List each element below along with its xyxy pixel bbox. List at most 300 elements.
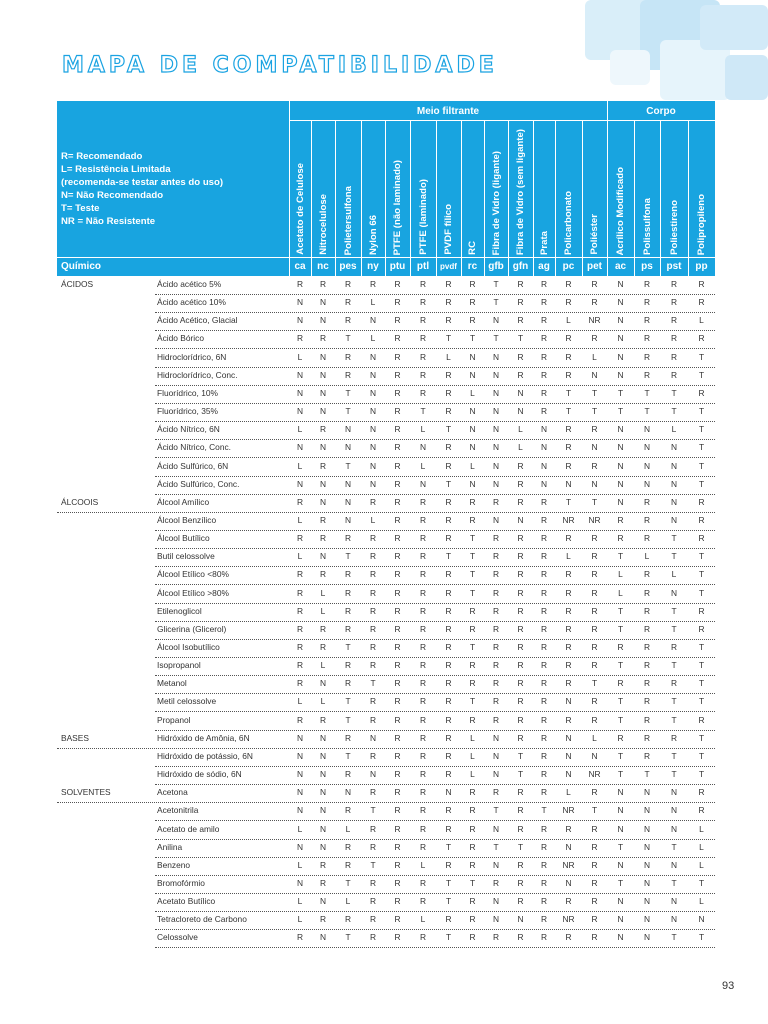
compat-cell-rc: R [469, 660, 476, 671]
compat-cell-gfb: T [493, 279, 499, 289]
compat-cell-pet: R [591, 460, 598, 471]
compat-cell-pst: R [670, 351, 678, 362]
category-label: ÁLCOOIS [61, 496, 99, 507]
compat-cell-pst: R [670, 297, 678, 308]
compat-cell-pes: T [345, 932, 351, 943]
compat-cell-ca: N [296, 315, 304, 326]
compat-cell-ac: T [617, 660, 624, 671]
compat-cell-ny: N [369, 442, 377, 453]
compat-cell-ag: R [540, 896, 548, 907]
compat-cell-ag: R [540, 279, 548, 289]
compat-cell-ptl: R [419, 769, 427, 780]
compat-cell-pvdf: R [445, 279, 452, 289]
compat-cell-ny: N [369, 351, 377, 362]
compat-cell-nc: R [319, 623, 327, 634]
compat-cell-pet: L [592, 732, 597, 743]
compat-cell-ag: N [540, 478, 548, 489]
chemical-name: Etilenoglicol [157, 605, 202, 616]
table-row [57, 676, 715, 694]
compat-cell-pc: N [565, 841, 572, 852]
compat-cell-ps: N [643, 460, 651, 471]
compat-cell-pvdf: T [445, 932, 452, 943]
compat-cell-ptu: R [394, 932, 401, 943]
table-row [57, 912, 715, 930]
compat-cell-rc: L [470, 387, 475, 398]
compat-cell-pp: L [699, 841, 704, 852]
compat-cell-rc: L [470, 460, 475, 471]
compat-cell-pvdf: R [445, 660, 452, 671]
compat-cell-ptl: R [419, 623, 427, 634]
compat-cell-pet: R [591, 279, 598, 289]
compat-cell-rc: N [469, 442, 476, 453]
chemical-name: Fluorídrico, 35% [157, 406, 218, 417]
compat-cell-ny: R [369, 623, 377, 634]
header-divider [289, 120, 715, 121]
compat-cell-ac: T [617, 387, 624, 398]
table-row [57, 767, 715, 785]
compat-cell-ny: L [370, 514, 376, 525]
compat-cell-ptu: R [394, 750, 401, 761]
compat-cell-ca: R [296, 587, 304, 598]
compat-cell-ps: R [643, 714, 651, 725]
column-abbr-ac: ac [614, 261, 627, 272]
table-row [57, 386, 715, 404]
compat-cell-ac: N [617, 914, 624, 925]
compat-cell-ac: N [617, 478, 624, 489]
compat-cell-pvdf: R [445, 642, 452, 652]
compat-cell-pst: T [671, 932, 677, 943]
column-header-label: PVDF fílico [443, 204, 454, 255]
compat-cell-pes: R [344, 315, 352, 326]
compat-cell-ptu: R [394, 896, 401, 907]
compat-cell-ac: N [617, 333, 624, 344]
compat-cell-gfn: R [517, 605, 524, 616]
category-label: BASES [61, 732, 89, 743]
compat-cell-ps: R [643, 569, 651, 580]
compat-cell-ptl: T [420, 406, 426, 417]
compat-cell-ac: R [617, 514, 624, 525]
compat-cell-ptu: R [394, 496, 401, 507]
compat-cell-pes: N [344, 514, 352, 525]
compat-cell-ptu: R [394, 460, 401, 471]
compat-cell-pet: R [591, 841, 598, 852]
compat-cell-rc: N [469, 424, 476, 435]
compat-cell-ptu: R [394, 696, 401, 707]
compat-cell-ps: R [643, 369, 651, 380]
compat-cell-ag: R [540, 315, 548, 326]
compat-cell-pvdf: T [445, 841, 452, 852]
compat-cell-ny: N [369, 406, 377, 417]
compat-cell-ny: R [369, 696, 377, 707]
column-abbr-pvdf: pvdf [440, 262, 457, 271]
compat-cell-pes: R [344, 533, 352, 544]
compat-cell-ca: N [296, 841, 304, 852]
chemical-name: Álcool Benzílico [157, 514, 217, 525]
compat-cell-gfn: R [517, 587, 524, 598]
legend-line: R= Recomendado [61, 151, 143, 162]
compat-cell-pc: L [566, 787, 571, 798]
compat-cell-gfb: R [492, 496, 500, 507]
compat-cell-rc: L [470, 750, 475, 761]
compat-cell-gfb: N [492, 442, 500, 453]
compat-cell-ptu: R [394, 787, 401, 798]
compat-cell-pes: R [344, 769, 352, 780]
column-divider [289, 101, 290, 276]
chemical-name: Álcool Amílico [157, 496, 210, 507]
compat-cell-nc: R [319, 460, 327, 471]
compat-cell-gfb: N [492, 732, 500, 743]
compat-cell-ag: N [540, 460, 548, 471]
compat-cell-ac: N [617, 424, 624, 435]
compat-cell-pvdf: N [445, 787, 452, 798]
compat-cell-ag: R [540, 533, 548, 544]
compat-cell-ps: N [643, 823, 651, 834]
compat-cell-ac: T [617, 551, 624, 562]
table-row [57, 459, 715, 477]
compat-cell-pvdf: R [445, 496, 452, 507]
compat-cell-ny: R [369, 569, 377, 580]
chemical-name: Ácido acético 5% [157, 279, 222, 289]
compat-cell-ptl: R [419, 496, 427, 507]
chemical-name: Metanol [157, 678, 187, 689]
compat-cell-gfb: N [492, 514, 500, 525]
compat-cell-pes: T [345, 551, 351, 562]
compat-cell-ps: N [643, 478, 651, 489]
compat-cell-ps: N [643, 841, 651, 852]
compat-cell-ps: T [644, 387, 650, 398]
column-header-rc [461, 123, 484, 255]
compat-cell-ca: R [296, 660, 304, 671]
compat-cell-pes: T [345, 750, 351, 761]
compat-cell-pes: R [344, 351, 352, 362]
compat-cell-pp: R [698, 297, 705, 308]
compat-cell-pst: N [670, 914, 678, 925]
compat-cell-gfb: R [492, 932, 500, 943]
compat-cell-ca: L [297, 914, 303, 925]
compat-cell-rc: T [469, 333, 476, 344]
compat-cell-pst: R [670, 279, 678, 289]
compat-cell-ny: R [369, 750, 377, 761]
compat-cell-ny: R [369, 877, 377, 888]
column-header-gfb [484, 123, 508, 255]
compat-cell-pp: T [698, 877, 705, 888]
compat-cell-rc: R [469, 514, 476, 525]
chemical-name: Benzeno [157, 859, 191, 870]
compat-cell-pc: L [566, 551, 571, 562]
column-header-pet [582, 123, 607, 255]
compat-cell-pst: N [670, 896, 678, 907]
compat-cell-ca: R [296, 496, 304, 507]
compat-cell-ny: N [369, 424, 377, 435]
compat-cell-pp: R [698, 387, 705, 398]
compat-cell-ps: R [643, 587, 651, 598]
compat-cell-ptu: R [394, 623, 401, 634]
compat-cell-gfb: N [492, 424, 500, 435]
compat-cell-ca: N [296, 442, 304, 453]
compat-cell-ptl: R [419, 569, 427, 580]
column-header-label: PTFE (não laminado) [392, 159, 403, 255]
compat-cell-pvdf: R [445, 406, 452, 417]
compat-cell-pst: T [671, 623, 677, 634]
compat-cell-nc: N [319, 769, 327, 780]
compat-cell-rc: N [469, 478, 476, 489]
chemical-name: Tetracloreto de Carbono [157, 914, 247, 925]
compat-cell-ac: N [617, 460, 624, 471]
compat-cell-ag: R [540, 678, 548, 689]
compat-cell-pvdf: R [445, 587, 452, 598]
compat-cell-ps: R [643, 315, 651, 326]
compat-cell-ptl: R [419, 732, 427, 743]
compat-cell-rc: T [469, 569, 476, 580]
compat-cell-ptu: R [394, 315, 401, 326]
compat-cell-pst: N [670, 859, 678, 870]
compat-cell-pes: T [345, 642, 351, 652]
compat-cell-nc: L [320, 587, 326, 598]
compat-cell-gfn: R [517, 496, 524, 507]
chemical-name: Hidroclorídrico, Conc. [157, 369, 238, 380]
quimico-label: Químico [61, 261, 102, 272]
compat-cell-pc: NR [562, 514, 575, 525]
compat-cell-pet: R [591, 660, 598, 671]
compat-cell-ny: R [369, 279, 377, 289]
compat-cell-ca: L [297, 424, 303, 435]
compat-cell-ac: N [617, 496, 624, 507]
compat-cell-ptl: R [419, 279, 427, 289]
compat-cell-rc: L [470, 732, 475, 743]
compat-cell-nc: N [319, 315, 327, 326]
compat-cell-pes: T [345, 714, 351, 725]
compat-cell-rc: R [469, 823, 476, 834]
compat-cell-pc: N [565, 478, 572, 489]
compat-cell-ca: R [296, 333, 304, 344]
compat-cell-gfb: N [492, 387, 500, 398]
table-row [57, 822, 715, 840]
compat-cell-gfb: T [493, 841, 499, 852]
compat-cell-rc: R [469, 805, 476, 816]
compat-cell-ptl: R [419, 696, 427, 707]
compat-cell-pst: N [670, 514, 678, 525]
compat-cell-pc: T [565, 387, 572, 398]
compat-cell-pc: R [565, 587, 572, 598]
chemical-name: Glicerina (Glicerol) [157, 623, 227, 634]
compat-cell-pp: T [698, 424, 705, 435]
row-divider [155, 947, 715, 948]
compat-cell-ny: N [369, 769, 377, 780]
chemical-name: Isopropanol [157, 660, 201, 671]
compat-cell-pp: T [698, 932, 705, 943]
table-row [57, 930, 715, 948]
compat-cell-ny: R [369, 660, 377, 671]
compat-cell-pc: R [565, 279, 572, 289]
compat-cell-pvdf: R [445, 533, 452, 544]
page-title: MAPA DE COMPATIBILIDADE [62, 53, 498, 78]
compat-cell-gfn: L [518, 442, 523, 453]
compat-cell-pst: R [670, 678, 678, 689]
column-header-pvdf [436, 123, 461, 255]
compat-cell-ptl: R [419, 823, 427, 834]
compat-cell-ny: N [369, 732, 377, 743]
compat-cell-pet: R [591, 714, 598, 725]
table-row [57, 876, 715, 894]
compat-cell-ptl: R [419, 387, 427, 398]
compat-cell-pes: R [344, 587, 352, 598]
compat-cell-gfn: R [517, 460, 524, 471]
compat-cell-ps: R [643, 605, 651, 616]
compat-cell-pet: R [591, 333, 598, 344]
compat-cell-pet: R [591, 551, 598, 562]
compat-cell-ny: R [369, 914, 377, 925]
column-abbr-ptu: ptu [389, 261, 406, 272]
compat-cell-pes: R [344, 279, 352, 289]
compat-cell-ac: N [617, 442, 624, 453]
chemical-name: Acetato Butílico [157, 896, 216, 907]
compat-cell-rc: R [469, 714, 476, 725]
compat-cell-gfb: T [493, 333, 499, 344]
compat-cell-ptl: R [419, 369, 427, 380]
column-header-ny [361, 123, 385, 255]
compat-cell-ag: R [540, 714, 548, 725]
compat-cell-ag: R [540, 877, 548, 888]
column-header-nc [311, 123, 335, 255]
compat-cell-ca: N [296, 478, 304, 489]
compat-cell-nc: L [320, 696, 326, 707]
compat-cell-pvdf: R [445, 569, 452, 580]
compat-cell-pc: R [565, 678, 572, 689]
compat-cell-pp: T [698, 551, 705, 562]
compat-cell-pst: T [671, 696, 677, 707]
compat-cell-pp: L [699, 823, 704, 834]
compat-cell-rc: R [469, 859, 476, 870]
compat-cell-gfn: R [517, 369, 524, 380]
column-header-label: Acetato de Celulose [294, 163, 306, 255]
compat-cell-pet: R [591, 623, 598, 634]
compat-cell-gfb: R [492, 642, 500, 652]
compat-cell-ny: R [369, 642, 377, 652]
compat-cell-ps: R [643, 623, 651, 634]
compat-cell-gfn: R [517, 805, 524, 816]
column-header-pp [688, 123, 715, 255]
compat-cell-rc: N [469, 369, 476, 380]
compat-cell-pet: R [591, 914, 598, 925]
compat-cell-rc: R [469, 841, 476, 852]
compat-cell-nc: N [319, 841, 327, 852]
compat-cell-ac: T [617, 714, 624, 725]
compat-cell-rc: T [469, 877, 476, 888]
compat-cell-pvdf: R [445, 369, 452, 380]
compat-cell-ny: R [369, 714, 377, 725]
compat-cell-nc: N [319, 896, 327, 907]
table-row [57, 313, 715, 331]
compat-cell-pvdf: R [445, 769, 452, 780]
compat-cell-pst: T [671, 750, 677, 761]
compat-cell-gfn: R [517, 732, 524, 743]
compat-cell-gfn: R [517, 877, 524, 888]
compat-cell-pp: R [698, 279, 705, 289]
compat-cell-rc: T [469, 551, 476, 562]
compat-cell-pst: N [670, 496, 678, 507]
compat-cell-ptu: R [394, 678, 401, 689]
decorative-square [610, 50, 650, 85]
compat-cell-pes: T [345, 460, 351, 471]
table-row [57, 567, 715, 585]
compat-cell-nc: R [319, 877, 327, 888]
compat-cell-pp: T [698, 478, 705, 489]
compat-cell-pes: T [345, 333, 351, 344]
column-abbr-gfb: gfb [488, 261, 504, 272]
compat-cell-ac: T [617, 877, 624, 888]
compat-cell-gfn: R [517, 932, 524, 943]
compat-cell-ptu: R [394, 297, 401, 308]
compat-cell-pc: N [565, 732, 572, 743]
compat-cell-pp: T [698, 769, 705, 780]
compat-cell-ptu: R [394, 406, 401, 417]
table-row [57, 350, 715, 368]
compat-cell-pp: T [698, 732, 705, 743]
compat-cell-ny: N [369, 315, 377, 326]
column-header-ac [607, 123, 634, 255]
compat-cell-ag: R [540, 750, 548, 761]
compat-cell-ps: R [643, 678, 651, 689]
compat-cell-pp: T [698, 750, 705, 761]
compat-cell-ps: R [643, 642, 651, 652]
compat-cell-gfb: N [492, 460, 500, 471]
compat-cell-ca: L [297, 823, 303, 834]
compat-cell-pet: R [591, 696, 598, 707]
table-row [57, 803, 715, 821]
compat-cell-ptu: R [394, 605, 401, 616]
compat-cell-ag: R [540, 496, 548, 507]
column-header-pst [660, 123, 688, 255]
compat-cell-ag: T [541, 805, 547, 816]
table-row [57, 531, 715, 549]
compat-cell-gfb: N [492, 859, 500, 870]
compat-cell-ptu: R [394, 478, 401, 489]
compat-cell-pvdf: R [445, 750, 452, 761]
compat-cell-pet: R [591, 533, 598, 544]
compat-cell-gfb: N [492, 406, 500, 417]
compat-cell-pes: N [344, 496, 352, 507]
table-row [57, 785, 715, 803]
compat-cell-ny: R [369, 587, 377, 598]
table-row [57, 749, 715, 767]
compat-cell-ptl: N [419, 442, 427, 453]
column-header-ptu [385, 123, 410, 255]
compat-cell-pet: R [591, 605, 598, 616]
compat-cell-gfb: R [492, 714, 500, 725]
table-row [57, 295, 715, 313]
compat-cell-ny: T [370, 859, 376, 870]
compat-cell-ptu: R [394, 769, 401, 780]
table-row [57, 513, 715, 531]
page-number: 93 [722, 980, 735, 992]
compat-cell-gfn: R [517, 678, 524, 689]
compat-cell-ps: R [643, 660, 651, 671]
compat-cell-pst: T [671, 877, 677, 888]
compat-cell-ny: R [369, 932, 377, 943]
compat-cell-ps: R [643, 333, 651, 344]
compat-cell-pes: R [344, 660, 352, 671]
compat-cell-ac: L [618, 587, 623, 598]
column-header-label: Policarbonato [563, 191, 574, 255]
compat-cell-ny: R [369, 605, 377, 616]
compat-cell-gfb: R [492, 569, 500, 580]
compat-cell-ptl: L [420, 859, 426, 870]
compat-cell-ac: R [617, 732, 624, 743]
compat-cell-nc: L [320, 660, 326, 671]
compat-cell-gfn: N [517, 914, 524, 925]
compat-cell-ac: R [617, 678, 624, 689]
compat-cell-pst: T [671, 605, 677, 616]
